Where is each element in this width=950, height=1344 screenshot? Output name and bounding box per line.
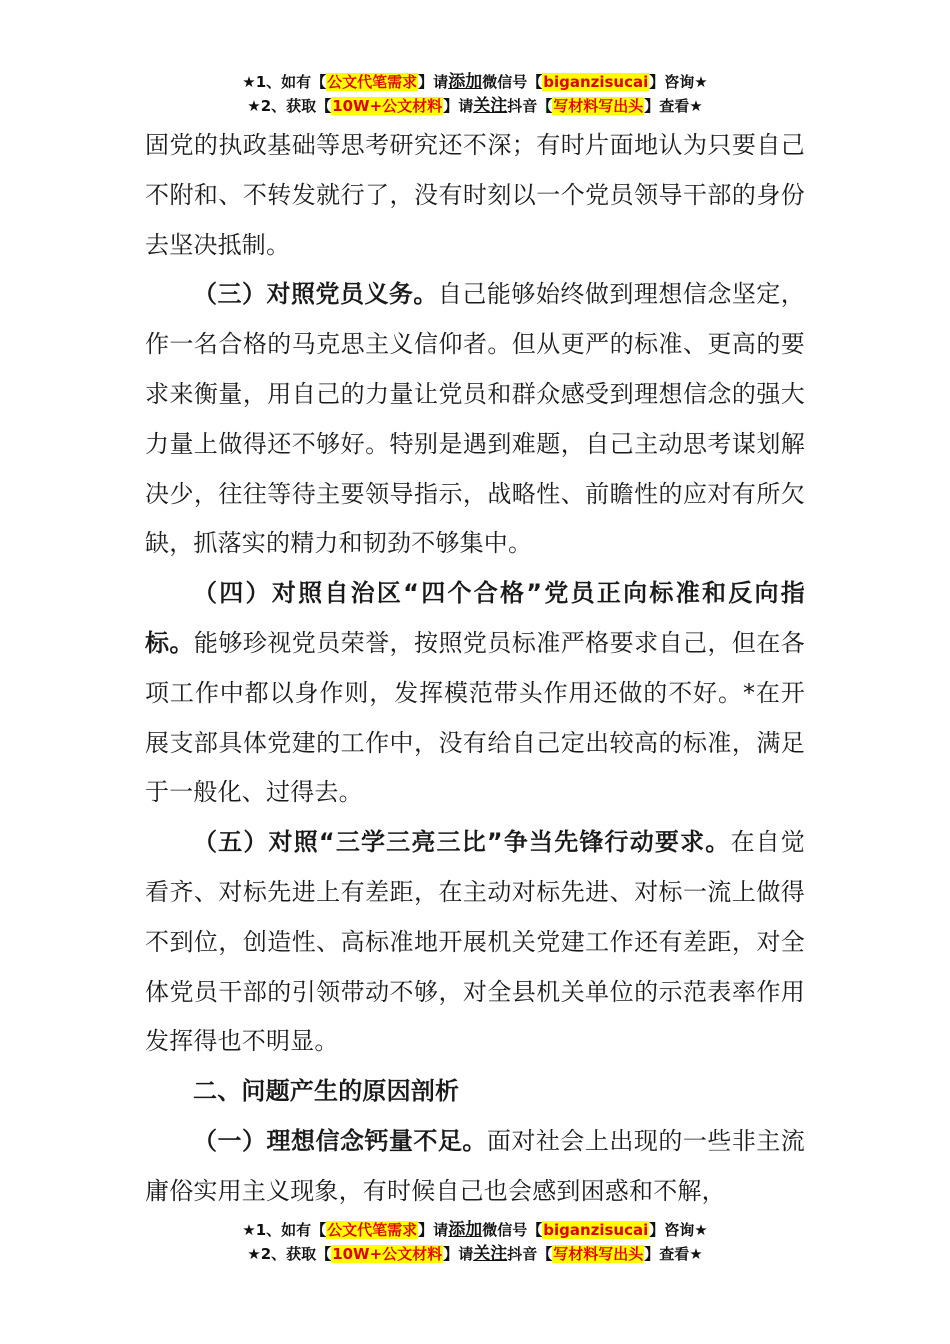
banner-text: ★2、获取【 [247, 97, 332, 115]
paragraph-four-qualified [145, 569, 805, 818]
paragraph-continued: 固党的执政基础等思考研究还不深；有时片面地认为只要自己不附和、不转发就行了，没有时刻以一个党员领导干部的身份去坚决抵制。 [145, 131, 805, 259]
banner-text: 抖音【 [507, 1245, 553, 1263]
paragraph-party-duty [145, 270, 805, 569]
banner-text: ★2、获取【 [247, 1245, 332, 1263]
banner-line-2 [0, 1242, 950, 1266]
banner-highlight: 公文代笔需求 [327, 1221, 418, 1239]
banner-text: 抖音【 [507, 97, 553, 115]
banner-line-1 [0, 1218, 950, 1242]
document-body [145, 121, 805, 1217]
banner-underlined: 添加 [448, 72, 483, 92]
paragraph-heading: （五）对照“三学三亮三比”争当先锋行动要求。 [193, 828, 731, 857]
paragraph-heading: （四）对照自治区“四个合格”党员正向标准和反向指标。 [145, 579, 805, 657]
bottom-banner [0, 1218, 950, 1266]
banner-underlined: 关注 [473, 96, 508, 116]
top-banner [0, 70, 950, 118]
paragraph-text: 在自觉看齐、对标先进上有差距，在主动对标先进、对标一流上做得不到位，创造性、高标准地开展机关党建工作还有差距，对全体党员干部的引领带动不够，对全县机关单位的示范表率作用发挥得也不明显。 [145, 828, 805, 1056]
paragraph-text: 自己能够始终做到理想信念坚定，作一名合格的马克思主义信仰者。但从更严的标准、更高的要求来衡量，用自己的力量让党员和群众感受到理想信念的强大力量上做得还不够好。特别是遇到难题，自己主动思考谋划解决少，往往等待主要领导指示，战略性、前瞻性的应对有所欠缺，抓落实的精力和韧劲不够集中。 [145, 280, 806, 558]
paragraph-vanguard-action [145, 818, 805, 1067]
banner-highlight: 10W+公文材料 [332, 97, 443, 115]
banner-highlight: 10W+公文材料 [332, 1245, 443, 1263]
banner-text: 】咨询★ [649, 1221, 708, 1239]
paragraph-text: 能够珍视党员荣誉，按照党员标准严格要求自己，但在各项工作中都以身作则，发挥模范带头作用还做的不好。*在开展支部具体党建的工作中，没有给自己定出较高的标准，满足于一般化、过得去。 [145, 628, 806, 807]
banner-line-2 [0, 94, 950, 118]
banner-underlined: 关注 [473, 1244, 508, 1264]
banner-wechat-id: biganzisucai [543, 1221, 649, 1239]
banner-text: 】请 [443, 97, 474, 115]
banner-text: 】查看★ [644, 1245, 703, 1263]
banner-text: 】请 [418, 73, 449, 91]
paragraph-text: 面对社会上出现的一些非主流庸俗实用主义现象，有时候自己也会感到困惑和不解， [145, 1126, 805, 1205]
banner-line-1 [0, 70, 950, 94]
paragraph-heading: （一）理想信念钙量不足。 [193, 1126, 487, 1155]
banner-underlined: 添加 [448, 1220, 483, 1240]
banner-text: 】请 [418, 1221, 449, 1239]
banner-text: 】查看★ [644, 97, 703, 115]
paragraph-ideals [145, 1117, 805, 1217]
paragraph-heading: （三）对照党员义务。 [193, 280, 438, 309]
banner-douyin-id: 写材料写出头 [553, 1245, 644, 1263]
banner-text: ★1、如有【 [242, 1221, 327, 1239]
section-heading: 二、问题产生的原因剖析 [193, 1077, 460, 1106]
banner-text: 】请 [443, 1245, 474, 1263]
banner-text: 微信号【 [482, 73, 543, 91]
banner-douyin-id: 写材料写出头 [553, 97, 644, 115]
banner-text: 微信号【 [482, 1221, 543, 1239]
banner-wechat-id: biganzisucai [543, 73, 649, 91]
banner-highlight: 公文代笔需求 [327, 73, 418, 91]
banner-text: ★1、如有【 [242, 73, 327, 91]
banner-text: 】咨询★ [649, 73, 708, 91]
